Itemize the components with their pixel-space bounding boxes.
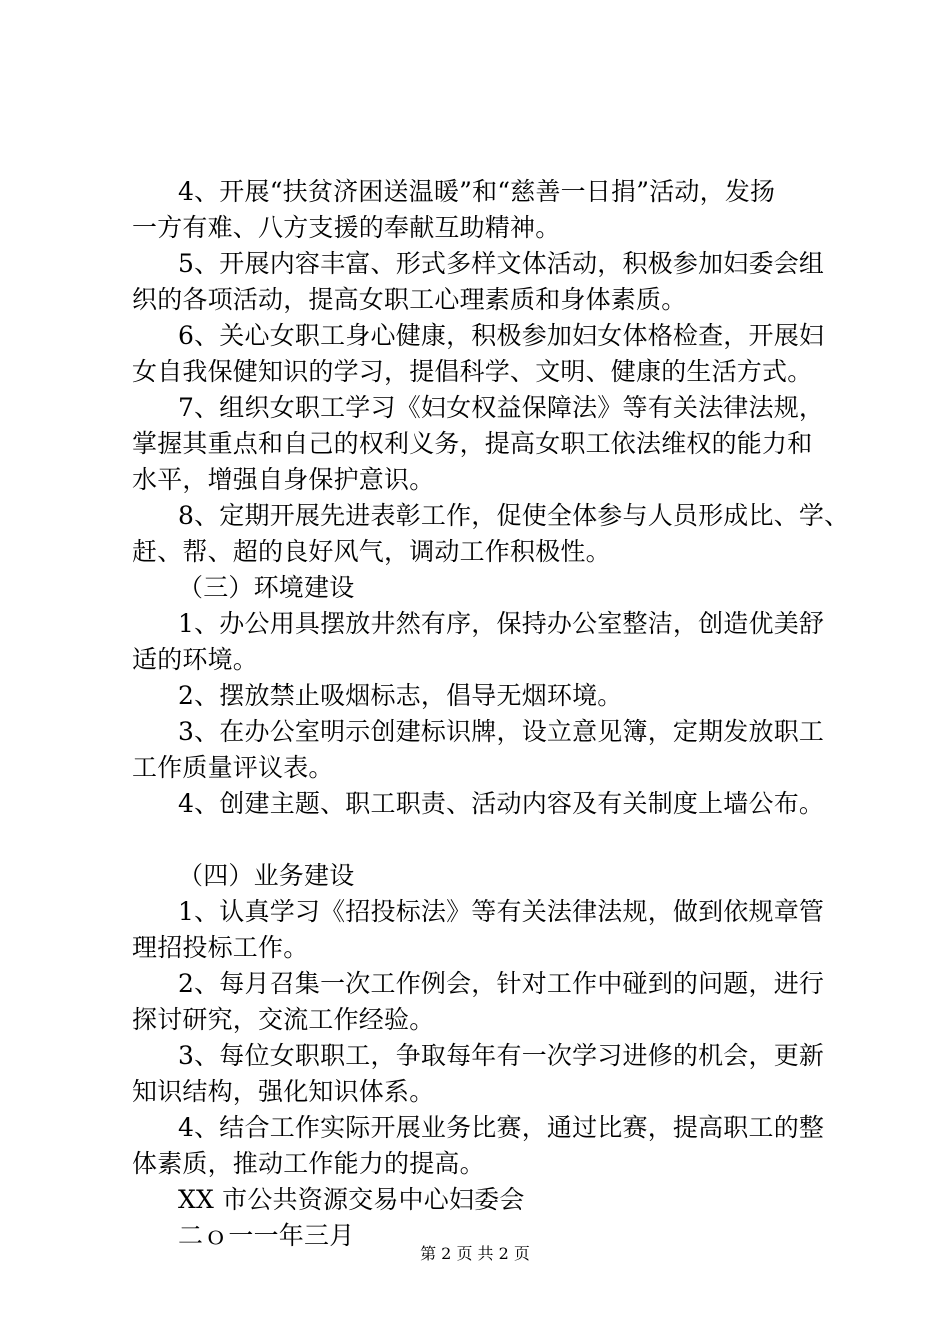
paragraph-line: 2、每月召集一次工作例会，针对工作中碰到的问题，进行 — [178, 969, 825, 998]
paragraph-line: 6、关心女职工身心健康，积极参加妇女体格检查，开展妇 — [178, 321, 825, 350]
paragraph-line: 4、开展“扶贫济困送温暖”和“慈善一日捐”活动，发扬 — [178, 177, 776, 206]
paragraph-line: 掌握其重点和自己的权利义务，提高女职工依法维权的能力和 — [132, 429, 813, 458]
paragraph-line: 水平，增强自身保护意识。 — [132, 465, 435, 494]
paragraph-line: 一方有难、八方支援的奉献互助精神。 — [132, 213, 561, 242]
section-heading: （三）环境建设 — [178, 573, 355, 602]
paragraph-line: 4、创建主题、职工职责、活动内容及有关制度上墙公布。 — [178, 789, 825, 818]
signature-organization: XX 市公共资源交易中心妇委会 — [178, 1185, 525, 1214]
paragraph-line: 知识结构，强化知识体系。 — [132, 1077, 435, 1106]
paragraph-line: 3、每位女职职工，争取每年有一次学习进修的机会，更新 — [178, 1041, 825, 1070]
paragraph-line: 1、认真学习《招投标法》等有关法律法规，做到依规章管 — [178, 897, 825, 926]
paragraph-line: 女自我保健知识的学习，提倡科学、文明、健康的生活方式。 — [132, 357, 813, 386]
paragraph-line: 体素质，推动工作能力的提高。 — [132, 1149, 485, 1178]
paragraph-line: 工作质量评议表。 — [132, 753, 334, 782]
paragraph-line: 4、结合工作实际开展业务比赛，通过比赛，提高职工的整 — [178, 1113, 825, 1142]
paragraph-line: 3、在办公室明示创建标识牌，设立意见簿，定期发放职工 — [178, 717, 825, 746]
paragraph-line: 8、定期开展先进表彰工作，促使全体参与人员形成比、学、 — [178, 501, 850, 530]
signature-date: 二ｏ一一年三月 — [178, 1221, 355, 1250]
paragraph-line: 探讨研究，交流工作经验。 — [132, 1005, 435, 1034]
section-heading: （四）业务建设 — [178, 861, 355, 890]
paragraph-line: 适的环境。 — [132, 645, 259, 674]
paragraph-line: 理招投标工作。 — [132, 933, 309, 962]
paragraph-line: 5、开展内容丰富、形式多样文体活动，积极参加妇委会组 — [178, 249, 825, 278]
paragraph-line: 2、摆放禁止吸烟标志，倡导无烟环境。 — [178, 681, 623, 710]
paragraph-line: 赶、帮、超的良好风气，调动工作积极性。 — [132, 537, 611, 566]
paragraph-line: 1、办公用具摆放井然有序，保持办公室整洁，创造优美舒 — [178, 609, 825, 638]
paragraph-line: 织的各项活动，提高女职工心理素质和身体素质。 — [132, 285, 687, 314]
paragraph-line: 7、组织女职工学习《妇女权益保障法》等有关法律法规， — [178, 393, 825, 422]
page-footer: 第 2 页 共 2 页 — [420, 1244, 530, 1263]
